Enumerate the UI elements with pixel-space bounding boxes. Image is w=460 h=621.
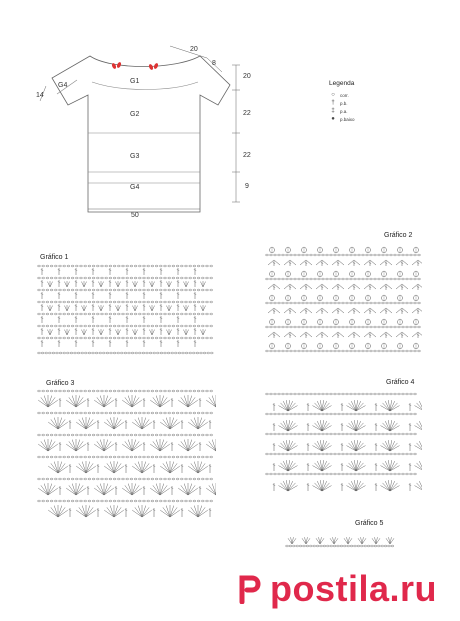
slip-stitch-icon: ● [331,116,335,122]
stitch-chart-3 [36,389,216,531]
garment-outline [52,56,230,212]
chart-title-3: Gráfico 3 [46,380,75,387]
dim-shoulder: 8 [212,60,216,67]
dim-height-g1: 20 [243,73,251,80]
chart-title-1: Gráfico 1 [40,254,69,261]
dim-neck: 20 [190,46,198,53]
legend-item-dc: † p.b. [329,99,355,107]
legend-title: Legenda [329,80,355,87]
legend-item-slip: ● p.baixo [329,115,355,123]
chart-title-2: Gráfico 2 [384,232,413,239]
section-label-g3: G3 [130,153,140,160]
watermark: postila.ru [238,568,437,610]
section-label-g2: G2 [130,111,140,118]
double-crochet-icon: † [331,100,335,106]
treble-crochet-icon: ‡ [331,108,335,114]
section-label-g4: G4 [130,184,140,191]
legend [329,80,355,123]
dim-height-g4: 9 [245,183,249,190]
garment-schematic [0,0,460,225]
watermark-logo-icon [238,574,264,604]
legend-item-tc: ‡ p.a. [329,107,355,115]
section-label-g1: G1 [130,78,140,85]
stitch-chart-4 [264,389,422,501]
legend-item-chain: ○ corr. [329,91,355,99]
chart-title-4: Gráfico 4 [386,379,415,386]
dim-width: 50 [131,212,139,219]
stitch-chart-2 [264,243,422,355]
oval-chain-icon: ○ [331,92,335,98]
stitch-chart-5 [284,528,396,550]
sleeve-label: G4 [58,82,68,89]
dim-height-g3: 22 [243,152,251,159]
dim-height-g2: 22 [243,110,251,117]
dim-sleeve: 14 [36,92,44,99]
stitch-chart-1 [36,263,216,357]
chart-title-5: Gráfico 5 [355,520,384,527]
